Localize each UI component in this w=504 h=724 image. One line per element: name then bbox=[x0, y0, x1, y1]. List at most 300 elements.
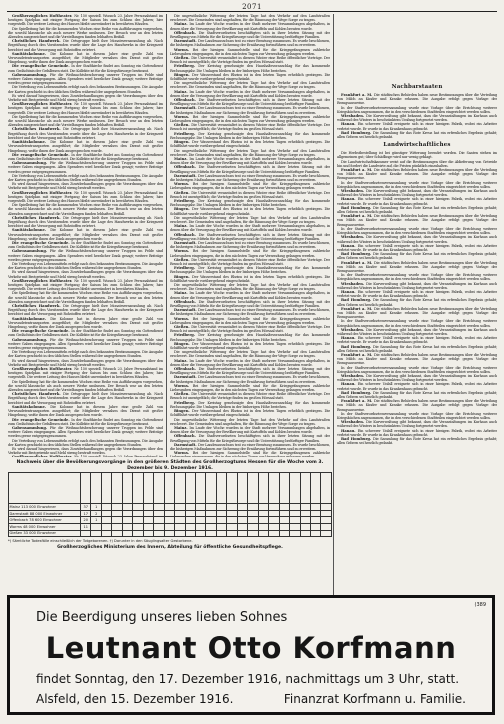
table-header-cell bbox=[112, 473, 122, 504]
article-text: Es wird darauf hingewiesen, dass Zuwiderhandlungen gegen die Verordnungen über den Verkehr mit Brotgetreide und Mehl streng bestraft werden. bbox=[8, 358, 163, 367]
article-text: Ein schwerer Unfall ereignete sich in einer hiesigen Fabrik, wobei ein Arbeiter verletzt wurde. Er wurde in das Krankenhaus gebracht. bbox=[337, 289, 497, 299]
article-heading: Hanau. bbox=[341, 428, 358, 433]
table-cell bbox=[248, 504, 258, 511]
article-paragraph bbox=[170, 300, 330, 308]
section-heading: Landwirtschaftliches bbox=[383, 142, 451, 149]
article-heading: Bad Homburg. bbox=[341, 205, 374, 210]
table-cell bbox=[133, 510, 143, 517]
table-cell bbox=[216, 523, 226, 530]
article-paragraph bbox=[8, 140, 163, 153]
table-cell bbox=[269, 523, 279, 530]
table-cell bbox=[206, 517, 216, 524]
article-heading: Wiesbaden. bbox=[341, 374, 367, 378]
article-text: Die Kurverwaltung gibt bekannt, dass die Veranstaltungen im Kurhaus auch während des Winters in beschränktem Umfang fortgesetzt werden. bbox=[337, 420, 497, 429]
article-paragraph bbox=[337, 382, 497, 390]
article-text: Die Universität veranstaltet in diesem Winter eine Reihe öffentlicher Vorträge. Der Besuch ist unentgeltlich; die Vorträge finden im großen Hörsaal statt. bbox=[170, 325, 330, 334]
table-cell bbox=[269, 510, 279, 517]
table-cell bbox=[195, 504, 205, 511]
article-text: Im Laufe der Woche wurden in der Stadt mehrere Versammlungen abgehalten, in denen über die Versorgung der Bevölkerung mit Kartoffeln und Kohlen beraten wurde. bbox=[170, 291, 330, 300]
article-paragraph bbox=[8, 317, 163, 330]
notice-number: (389 bbox=[474, 602, 486, 608]
table-header-cell bbox=[269, 473, 279, 504]
article-paragraph bbox=[337, 114, 497, 122]
article-heading bbox=[12, 455, 74, 457]
article-paragraph bbox=[337, 273, 497, 281]
article-paragraph bbox=[8, 161, 163, 174]
article-heading: Frankfurt a. M. bbox=[341, 399, 374, 404]
article-paragraph bbox=[170, 443, 330, 451]
table-header-cell bbox=[164, 473, 174, 504]
article-heading: Offenbach. bbox=[174, 434, 199, 439]
article-paragraph bbox=[170, 426, 330, 434]
article-paragraph bbox=[170, 224, 330, 232]
article-text: Die Stadtverordneten beschäftigten sich in ihrer letzten Sitzung mit der Bewilligung von Mitteln für die Kriegsfürsorge und die Unterstützung bedürftiger Familien. bbox=[170, 30, 330, 40]
article-heading: Frankfurt a. M. bbox=[341, 214, 374, 219]
table-cell bbox=[185, 510, 195, 517]
article-text: Im Laufe der Woche wurden in der Stadt mehrere Versammlungen abgehalten, in denen über die Versorgung der Bevölkerung mit Kartoffeln und Kohlen beraten wurde. bbox=[170, 425, 330, 435]
article-paragraph bbox=[170, 359, 330, 367]
article-paragraph bbox=[337, 307, 497, 320]
article-heading: Sanitätskolonne. bbox=[12, 404, 51, 409]
article-heading: Sanitätskolonne. bbox=[12, 316, 51, 321]
article-paragraph bbox=[8, 241, 163, 249]
table-header-cell bbox=[133, 473, 143, 504]
table-cell bbox=[195, 510, 205, 517]
article-text: Die Spielleitung hat für die kommenden Wochen eine Reihe von Aufführungen vorgesehen, die sowohl klassische als auch neuere Werke umfassen. Der Besuch war an den letzten Abenden ausgezeichnet und die Vorstellungen fanden lebhaften Beifall. bbox=[8, 291, 163, 304]
article-heading: Worms. bbox=[174, 249, 193, 254]
table-header-cell bbox=[321, 473, 332, 504]
table-cell bbox=[154, 504, 164, 511]
article-paragraph bbox=[170, 39, 330, 47]
table-cell bbox=[269, 530, 279, 537]
article-paragraph bbox=[170, 140, 330, 148]
article-paragraph bbox=[170, 401, 330, 409]
table-cell bbox=[227, 523, 237, 530]
article-text: Im Laufe der Woche wurden in der Stadt mehrere Versammlungen abgehalten, in denen über die Versorgung der Bevölkerung mit Kartoffeln und Kohlen beraten wurde. bbox=[170, 89, 330, 98]
article-paragraph bbox=[170, 350, 330, 358]
table-cell bbox=[258, 510, 268, 517]
table-cell bbox=[227, 530, 237, 537]
article-paragraph bbox=[8, 338, 163, 351]
article-paragraph bbox=[337, 93, 497, 106]
table-cell bbox=[122, 517, 132, 524]
article-text: Die Ortsgruppe hielt ihre Monatsversammlung ab. Nach Begrüßung durch den Vorsitzenden wurde über die Lage des Handwerks in der Kriegszeit berichtet und die Versorgung mit Rohstoffen erörtert. bbox=[8, 392, 163, 405]
article-text: Die Spielleitung hat für die kommenden Wochen eine Reihe von Aufführungen vorgesehen, die sowohl klassische als auch neuere Werke umfassen. Der Besuch war an den letzten Abenden ausgezeichnet und die Vorstellungen fanden lebhaften Beifall. bbox=[8, 379, 163, 393]
article-text: Es wird darauf hingewiesen, dass Zuwiderhandlungen gegen die Verordnungen über den Verkehr mit Brotgetreide und Mehl streng bestraft werden. bbox=[8, 270, 163, 279]
article-heading: Frankfurt a. M. bbox=[341, 168, 374, 173]
article-paragraph bbox=[170, 291, 330, 299]
table-cell: 1 bbox=[91, 517, 101, 524]
article-heading: Friedberg. bbox=[174, 64, 199, 69]
table-cell bbox=[112, 517, 122, 524]
table-cell bbox=[248, 530, 258, 537]
article-heading: Hanau. bbox=[341, 382, 358, 387]
article-text: In der Stadtkirche findet am Sonntag ein Gottesdienst zum Gedächtnis der Gefallenen statt. Die Kollekte ist für die Kriegsfürsorge bestimmt. bbox=[8, 329, 163, 338]
table-cell bbox=[321, 510, 332, 517]
table-cell bbox=[216, 510, 226, 517]
article-heading: Darmstadt. bbox=[174, 39, 198, 44]
table-cell: 11 bbox=[81, 523, 91, 530]
article-paragraph bbox=[8, 115, 163, 128]
article-heading: Bingen. bbox=[174, 207, 192, 212]
article-text: Der Wasserstand des Rheins ist in den letzten Tagen erheblich gestiegen. Die Schifffahrt wurde vorübergehend eingeschränkt. bbox=[170, 341, 330, 351]
article-text: Die ungewöhnliche Witterung der letzten Tage hat den Verkehr auf den Landstraßen erschwert. Die Gemeinden sind angehalten, für die Räumung der Wege Sorge zu tragen. bbox=[170, 350, 330, 359]
article-paragraph bbox=[337, 181, 497, 189]
article-paragraph bbox=[8, 455, 163, 457]
article-heading: Wiesbaden. bbox=[341, 189, 367, 194]
table-cell bbox=[164, 523, 174, 530]
article-text: Die Kurverwaltung gibt bekannt, dass die Veranstaltungen im Kurhaus auch während des Winters in beschränktem Umfang fortgesetzt werden. bbox=[337, 235, 497, 244]
article-heading: Frankfurt a. M. bbox=[341, 306, 374, 311]
article-paragraph bbox=[170, 73, 330, 81]
article-heading: Offenbach. bbox=[174, 299, 199, 304]
article-heading: Offenbach. bbox=[174, 165, 199, 170]
article-heading: Bingen. bbox=[174, 72, 192, 77]
article-heading: Mainz. bbox=[174, 156, 190, 161]
article-text: Bei der hiesigen Sammelstelle sind für die Kriegsgefangenen zahlreiche bbox=[192, 451, 330, 456]
article-heading: Mainz. bbox=[174, 358, 190, 363]
article-text: In der Stadtkirche findet am Sonntag ein Gottesdienst zum Gedächtnis der Gefallenen statt. Die Kollekte ist für die Kriegsfürsorge bestimmt. bbox=[8, 152, 163, 161]
article-heading: Wiesbaden. bbox=[341, 327, 367, 332]
article-text: Die Stadtverordneten beschäftigten sich in ihrer letzten Sitzung mit der Bewilligung von Mitteln für die Kriegsfürsorge und die Unterstützung bedürftiger Familien. bbox=[170, 165, 330, 174]
article-heading: Frankfurt a. M. bbox=[341, 260, 374, 265]
article-paragraph bbox=[337, 214, 497, 227]
article-paragraph bbox=[170, 333, 330, 341]
article-heading: Hanau. bbox=[341, 243, 358, 248]
article-paragraph bbox=[8, 270, 163, 278]
article-paragraph bbox=[170, 132, 330, 140]
table-header-cell bbox=[122, 473, 132, 504]
article-heading: Großherzogliches Hoftheater. bbox=[12, 190, 75, 195]
article-heading: Bingen. bbox=[174, 341, 192, 346]
article-paragraph bbox=[170, 249, 330, 257]
article-text: Es wird darauf hingewiesen, dass Zuwiderhandlungen gegen die Verordnungen über den Verkehr mit Brotgetreide und Mehl streng bestraft werden. bbox=[8, 446, 163, 456]
article-paragraph bbox=[170, 98, 330, 106]
article-paragraph bbox=[170, 317, 330, 325]
article-heading: Bingen. bbox=[174, 409, 192, 414]
city-cell: Offenbach 78 600 Einwohner bbox=[9, 517, 81, 524]
table-cell bbox=[290, 510, 300, 517]
city-cell: Gießen 33 000 Einwohner bbox=[9, 530, 81, 537]
article-heading: Bad Homburg. bbox=[341, 344, 374, 349]
article-paragraph bbox=[8, 350, 163, 358]
article-paragraph bbox=[170, 275, 330, 283]
table-cell bbox=[248, 517, 258, 524]
city-cell: Mainz 113 000 Einwohner bbox=[9, 504, 81, 511]
article-text: Bei der hiesigen Sammelstelle sind für die Kriegsgefangenen zahlreiche Liebesgaben eingegangen, die in den nächsten Tagen zur Versendung gelangen werden. bbox=[170, 182, 330, 191]
article-heading: Hanau. bbox=[341, 197, 358, 202]
table-cell bbox=[185, 530, 195, 537]
article-heading: Wiesbaden. bbox=[341, 114, 367, 119]
article-heading: Worms. bbox=[174, 182, 193, 187]
article-paragraph bbox=[337, 261, 497, 274]
article-text: In der Stadtkirche findet am Sonntag ein Gottesdienst zum Gedächtnis der Gefallenen statt. Die Kollekte ist für die Kriegsfürsorge bestimmt. bbox=[8, 64, 163, 73]
article-heading: Worms. bbox=[174, 114, 193, 119]
table-cell bbox=[143, 504, 153, 511]
article-paragraph bbox=[170, 56, 330, 64]
table-cell bbox=[237, 530, 247, 537]
article-heading: Hanau. bbox=[341, 289, 358, 294]
article-text: Der Landesausschuss trat zu einer Beratung zusammen. Es wurde beschlossen, die bisherigen Maßnahmen zur Sicherung der Ernährung fortzuführen und zu erweitern. bbox=[170, 39, 330, 48]
article-heading: Friedberg. bbox=[174, 333, 199, 338]
article-paragraph bbox=[170, 182, 330, 190]
table-cell bbox=[290, 504, 300, 511]
table-cell bbox=[133, 530, 143, 537]
table-cell bbox=[248, 523, 258, 530]
column-rule bbox=[333, 14, 334, 657]
article-paragraph bbox=[8, 291, 163, 304]
article-paragraph bbox=[8, 216, 163, 229]
article-paragraph bbox=[337, 227, 497, 235]
article-text: Die Kolonne hat in diesem Jahre eine große Zahl von Verwundetentransporten ausgeführt; die Mitglieder versahen den Dienst mit großer Hingebung, wofür ihnen der Dank ausgesprochen wurde. bbox=[8, 140, 163, 153]
table-cell bbox=[258, 517, 268, 524]
table-cell bbox=[154, 523, 164, 530]
article-heading: Bad Homburg. bbox=[341, 130, 374, 135]
article-text: Die Sammlung für das Rote Kreuz hat ein erfreuliches Ergebnis gehabt; allen Gebern sei herzlich gedankt. bbox=[337, 252, 497, 261]
table-cell bbox=[279, 523, 289, 530]
article-paragraph bbox=[8, 102, 163, 115]
article-paragraph bbox=[337, 391, 497, 399]
table-cell bbox=[258, 530, 268, 537]
table-row bbox=[9, 530, 332, 537]
article-paragraph bbox=[8, 405, 163, 418]
article-text: Die Universität veranstaltet in diesem Winter eine Reihe öffentlicher Vorträge. Der Besuch ist unentgeltlich; die Vorträge finden im großen Hörsaal statt. bbox=[170, 392, 330, 401]
population-statistics bbox=[8, 460, 332, 590]
article-heading: Hanau. bbox=[341, 122, 358, 127]
death-notice bbox=[7, 595, 495, 715]
table-cell bbox=[81, 530, 91, 537]
table-cell bbox=[143, 517, 153, 524]
article-heading: Mainz. bbox=[174, 22, 190, 27]
article-paragraph bbox=[337, 197, 497, 205]
article-text: In der Stadtverordnetenversammlung wurde eine Vorlage über die Errichtung weiterer Kriegsküchen angenommen, die in den verschiedenen Stadtteilen eingerichtet werden sollen. bbox=[337, 105, 497, 114]
article-heading: Gießen. bbox=[174, 257, 192, 262]
article-paragraph bbox=[8, 279, 163, 292]
article-paragraph bbox=[337, 298, 497, 306]
article-paragraph bbox=[170, 149, 330, 157]
article-text: Nr. 150 speziell. Wunsch 23. Jahre Personalstand im heutigen Spielplan mit einiger Fortgang der Saison bis zum Schluss des Jahres; hier vorgestellt. Die weitere Leitung des Hauses bleibt unverändert in bewährten Händen. bbox=[8, 190, 163, 203]
article-text: Die Kurverwaltung gibt bekannt, dass die Veranstaltungen im Kurhaus auch während des Winters in beschränktem Umfang fortgesetzt werden. bbox=[337, 281, 497, 290]
article-paragraph bbox=[170, 31, 330, 39]
article-heading: Mainz. bbox=[174, 89, 190, 94]
article-heading: Offenbach. bbox=[174, 367, 199, 372]
table-row bbox=[9, 517, 332, 524]
article-paragraph bbox=[170, 241, 330, 249]
table-cell bbox=[91, 523, 101, 530]
article-text: Die Sammlung für das Rote Kreuz hat ein erfreuliches Ergebnis gehabt; allen Gebern sei herzlich gedankt. bbox=[337, 130, 497, 140]
table-cell bbox=[122, 523, 132, 530]
article-paragraph bbox=[170, 106, 330, 114]
article-text: Ein schwerer Unfall ereignete sich in einer hiesigen Fabrik, wobei ein Arbeiter verletzt wurde. Er wurde in das Krankenhaus gebracht. bbox=[337, 336, 497, 345]
table-header-cell bbox=[279, 473, 289, 504]
article-text: Die Verteilung von Lebensmitteln erfolgt nach den bekannten Bestimmungen. Die Ausgabe der Karten geschieht in den üblichen Stellen während der angegebenen Stunden. bbox=[8, 438, 163, 447]
table-cell bbox=[112, 504, 122, 511]
table-header-cell bbox=[143, 473, 153, 504]
article-text: Der Wasserstand des Rheins ist in den letzten Tagen erheblich gestiegen. Die Schifffahrt wurde vorübergehend eingeschränkt. bbox=[170, 409, 330, 418]
section-heading: Nachbarstaaten bbox=[391, 84, 443, 90]
article-text: Die städtischen Behörden haben neue Bestimmungen über die Verteilung von Milch an Kinder und Kranke erlassen. Die Ausgabe erfolgt gegen Vorlage der Bezugsausweise. bbox=[337, 93, 497, 106]
table-cell bbox=[300, 517, 310, 524]
article-text: Nr. 150 speziell. Wunsch 23. Jahre Personalstand im heutigen Spielplan mit einiger Fortgang der Saison bis zum Schluss des Jahres; hier vorgestellt. Die weitere Leitung des Hauses bleibt unverändert in bewährten Händen. bbox=[8, 367, 163, 380]
article-heading: Wiesbaden. bbox=[341, 235, 367, 240]
table-header-cell bbox=[81, 473, 91, 504]
article-paragraph bbox=[170, 81, 330, 89]
table-cell bbox=[195, 530, 205, 537]
article-heading: Gießen. bbox=[174, 56, 192, 61]
article-paragraph bbox=[8, 418, 163, 426]
article-text: Die städtischen Behörden haben neue Bestimmungen über die Verteilung von Milch an Kinder und Kranke erlassen. Die Ausgabe erfolgt gegen Vorlage der Bezugsausweise. bbox=[337, 214, 497, 227]
article-paragraph bbox=[337, 122, 497, 130]
article-text: Die ungewöhnliche Witterung der letzten Tage hat den Verkehr auf den Landstraßen erschwert. Die Gemeinden sind angehalten, für die Räumung der Wege Sorge zu tragen. bbox=[170, 148, 330, 157]
article-heading: Großherzogliches Hoftheater. bbox=[12, 367, 75, 372]
article-paragraph bbox=[8, 94, 163, 102]
article-paragraph bbox=[170, 342, 330, 350]
article-paragraph bbox=[8, 85, 163, 93]
article-paragraph bbox=[8, 39, 163, 52]
table-cell bbox=[227, 517, 237, 524]
article-text: Für die Weihnachtsbescherung unserer Truppen im Felde sind weitere Gaben eingegangen. Allen Spendern wird herzlicher Dank gesagt; weitere Beiträge werden gerne entgegengenommen. bbox=[8, 249, 163, 262]
funeral-date: findet Sonntag, den 17. Dezember 1916, nachmittags um 3 Uhr, statt. bbox=[36, 672, 460, 686]
table-header-cell bbox=[290, 473, 300, 504]
article-paragraph bbox=[8, 52, 163, 65]
article-text: Für die Weihnachtsbescherung unserer Truppen im Felde sind weitere Gaben eingegangen. Allen Spendern wird herzlicher Dank gesagt; weitere Beiträge werden gerne entgegengenommen. bbox=[8, 72, 163, 86]
article-heading: Worms. bbox=[174, 451, 193, 456]
article-heading: Christliches Handwerk. bbox=[12, 215, 64, 220]
article-heading: Bad Homburg. bbox=[341, 252, 374, 257]
article-paragraph bbox=[170, 174, 330, 182]
article-paragraph bbox=[337, 366, 497, 374]
article-text: Die städtischen Behörden haben neue Bestimmungen über die Verteilung von Milch an Kinder und Kranke erlassen. Die Ausgabe erfolgt gegen Vorlage der Bezugsausweise. bbox=[337, 168, 497, 181]
article-paragraph bbox=[170, 325, 330, 333]
article-text: Der Landesausschuss trat zu einer Beratung zusammen. Es wurde beschlossen, die bisherigen Maßnahmen zur Sicherung der Ernährung fortzuführen und zu erweitern. bbox=[170, 106, 330, 115]
article-heading: Wiesbaden. bbox=[341, 420, 367, 425]
article-text: Der Wasserstand des Rheins ist in den letzten Tagen erheblich gestiegen. Die Schifffahrt wurde vorübergehend eingeschränkt. bbox=[170, 274, 330, 283]
statistics-table bbox=[8, 472, 332, 537]
article-text: Für die Weihnachtsbescherung unserer Truppen im Felde sind weitere Gaben eingegangen. Allen Spendern wird herzlicher Dank gesagt; weitere Beiträge werden gerne entgegengenommen. bbox=[8, 425, 163, 439]
table-header-cell bbox=[154, 473, 164, 504]
article-text: Die Ortsgruppe hielt ihre Monatsversammlung ab. Nach Begrüßung durch den Vorsitzenden wurde über die Lage des Handwerks in der Kriegszeit berichtet und die Versorgung mit Rohstoffen erörtert. bbox=[8, 39, 163, 52]
article-paragraph bbox=[170, 191, 330, 199]
article-paragraph bbox=[8, 228, 163, 241]
table-cell bbox=[164, 504, 174, 511]
article-paragraph bbox=[170, 207, 330, 215]
article-paragraph bbox=[170, 216, 330, 224]
article-paragraph bbox=[337, 290, 497, 298]
article-text: Die Sammlung für das Rote Kreuz hat ein erfreuliches Ergebnis gehabt; allen Gebern sei herzlich gedankt. bbox=[337, 298, 497, 307]
article-paragraph bbox=[337, 429, 497, 437]
table-cell bbox=[310, 510, 320, 517]
article-paragraph bbox=[170, 308, 330, 316]
article-text: Die Kolonne hat in diesem Jahre eine große Zahl von Verwundetentransporten ausgeführt; die Mitglieder versahen den Dienst mit großer Hingebung, wofür ihnen der Dank ausgesprochen wurde. bbox=[8, 51, 163, 65]
table-header-cell bbox=[227, 473, 237, 504]
article-paragraph bbox=[337, 345, 497, 353]
article-text: Bei der hiesigen Sammelstelle sind für die Kriegsgefangenen zahlreiche Liebesgaben eingegangen, die in den nächsten Tagen zur Versendung gelangen werden. bbox=[170, 47, 330, 56]
article-paragraph bbox=[337, 399, 497, 412]
table-row bbox=[9, 523, 332, 530]
notice-place-date: Alsfeld, den 15. Dezember 1916. bbox=[36, 692, 234, 706]
article-heading: Worms. bbox=[174, 47, 193, 52]
article-heading: Christliches Handwerk. bbox=[12, 304, 64, 309]
article-heading: Frankfurt a. M. bbox=[341, 93, 374, 97]
text-column-3 bbox=[337, 14, 497, 657]
table-header-cell bbox=[310, 473, 320, 504]
page-number: 2071 bbox=[242, 3, 262, 11]
article-text: Die Sammlung für das Rote Kreuz hat ein erfreuliches Ergebnis gehabt; allen Gebern sei herzlich gedankt. bbox=[337, 344, 497, 353]
article-text: Im Laufe der Woche wurden in der Stadt mehrere Versammlungen abgehalten, in denen über die Versorgung der Bevölkerung mit Kartoffeln und Kohlen beraten wurde. bbox=[170, 22, 330, 31]
article-paragraph bbox=[170, 22, 330, 30]
article-text: Die Verteilung von Lebensmitteln erfolgt nach den bekannten Bestimmungen. Die Ausgabe der Karten geschieht in den üblichen Stellen während der angegebenen Stunden. bbox=[8, 261, 163, 271]
article-paragraph bbox=[170, 392, 330, 400]
article-text: Ein schwerer Unfall ereignete sich in einer hiesigen Fabrik, wobei ein Arbeiter verletzt wurde. Er wurde in das Krankenhaus gebracht. bbox=[337, 243, 497, 252]
table-cell bbox=[269, 504, 279, 511]
table-cell bbox=[310, 504, 320, 511]
article-text: Der Kreistag genehmigte den Haushaltsvoranschlag für das kommende Rechnungsjahr. Die Umlagen bleiben in der bisherigen Höhe bestehen. bbox=[170, 400, 330, 409]
statistics-footnote: *) Sämtliche Todesfälle einschließlich der Totgeborenen. †) Darunter in den Säuglingsalter Gestorbene. bbox=[8, 539, 193, 544]
table-cell bbox=[143, 510, 153, 517]
article-text: Die Landwirtschaftskammer weist auf die Bestimmungen über die Ablieferung von Getreide hin und fordert die Landwirte auf, die Fristen pünktlich einzuhalten. bbox=[337, 159, 497, 168]
article-heading: Großherzogliches Hoftheater. bbox=[12, 14, 75, 18]
article-heading: Christliches Handwerk. bbox=[12, 127, 64, 132]
table-cell bbox=[206, 523, 216, 530]
article-heading: Gießen. bbox=[174, 123, 192, 128]
article-paragraph bbox=[337, 244, 497, 252]
article-heading: Offenbach. bbox=[174, 232, 199, 237]
table-header-cell bbox=[175, 473, 185, 504]
article-heading: Mainz. bbox=[174, 291, 190, 296]
article-heading: Wiesbaden. bbox=[341, 281, 367, 286]
table-cell bbox=[154, 517, 164, 524]
table-cell bbox=[101, 530, 111, 537]
article-paragraph bbox=[170, 123, 330, 131]
article-paragraph bbox=[170, 418, 330, 426]
article-paragraph bbox=[170, 90, 330, 98]
article-text: In der Stadtkirche findet am Sonntag ein Gottesdienst zum Gedächtnis der Gefallenen statt. Die Kollekte ist für die Kriegsfürsorge bestimmt. bbox=[8, 240, 163, 250]
article-heading: Friedberg. bbox=[174, 131, 199, 136]
table-cell bbox=[279, 510, 289, 517]
table-cell bbox=[164, 530, 174, 537]
article-paragraph bbox=[8, 174, 163, 182]
table-cell: 2 bbox=[91, 510, 101, 517]
article-text: Ein schwerer Unfall ereignete sich in einer hiesigen Fabrik, wobei ein Arbeiter verletzt wurde. Er wurde in das Krankenhaus gebracht. bbox=[337, 197, 497, 206]
article-paragraph bbox=[8, 329, 163, 337]
article-paragraph bbox=[170, 157, 330, 165]
article-text: Die Spielleitung hat für die kommenden Wochen eine Reihe von Aufführungen vorgesehen, die sowohl klassische als auch neuere Werke umfassen. Der Besuch war an den letzten Abenden ausgezeichnet und die Vorstellungen fanden lebhaften Beifall. bbox=[8, 26, 163, 40]
table-cell bbox=[143, 530, 153, 537]
article-text: Der Wasserstand des Rheins ist in den letzten Tagen erheblich gestiegen. Die Schifffahrt wurde vorübergehend eingeschränkt. bbox=[170, 207, 330, 216]
statistics-source: Großherzogliches Ministerium des Innern, Abteilung für öffentliche Gesundheitspflege. bbox=[57, 544, 283, 550]
table-cell bbox=[321, 504, 332, 511]
table-cell: 1 bbox=[91, 504, 101, 511]
article-paragraph bbox=[8, 447, 163, 455]
table-cell bbox=[122, 504, 132, 511]
table-cell bbox=[195, 523, 205, 530]
article-heading: Sanitätskolonne. bbox=[12, 51, 51, 56]
table-header-cell bbox=[237, 473, 247, 504]
article-text: Die Stadtverordneten beschäftigten sich in ihrer letzten Sitzung mit der Bewilligung von Mitteln für die Kriegsfürsorge und die Unterstützung bedürftiger Familien. bbox=[170, 434, 330, 443]
article-text: Die Kurverwaltung gibt bekannt, dass die Veranstaltungen im Kurhaus auch während des Winters in beschränktem Umfang fortgesetzt werden. bbox=[337, 327, 497, 336]
article-paragraph bbox=[170, 409, 330, 417]
article-heading: Sanitätskolonne. bbox=[12, 140, 51, 145]
article-paragraph bbox=[170, 384, 330, 392]
article-text: Die Spielleitung hat für die kommenden Wochen eine Reihe von Aufführungen vorgesehen, die sowohl klassische als auch neuere Werke umfassen. Der Besuch war an den letzten Abenden ausgezeichnet und die Vorstellungen fanden lebhaften Beifall. bbox=[8, 114, 163, 128]
article-paragraph bbox=[8, 392, 163, 405]
article-text: Im Laufe der Woche wurden in der Stadt mehrere Versammlungen abgehalten, in denen über die Versorgung der Bevölkerung mit Kartoffeln und Kohlen beraten wurde. bbox=[170, 156, 330, 166]
table-cell bbox=[122, 530, 132, 537]
article-paragraph bbox=[170, 165, 330, 173]
article-text: Nr. 150 speziell. Wunsch 23. Jahre Personalstand im heutigen Spielplan mit einiger Fortgang der Saison bis zum Schluss des Jahres; hier vorgestellt. Die weitere Leitung des Hauses bleibt unverändert in bewährten Händen. bbox=[8, 278, 163, 292]
article-paragraph bbox=[170, 48, 330, 56]
article-heading: Friedberg. bbox=[174, 400, 199, 405]
